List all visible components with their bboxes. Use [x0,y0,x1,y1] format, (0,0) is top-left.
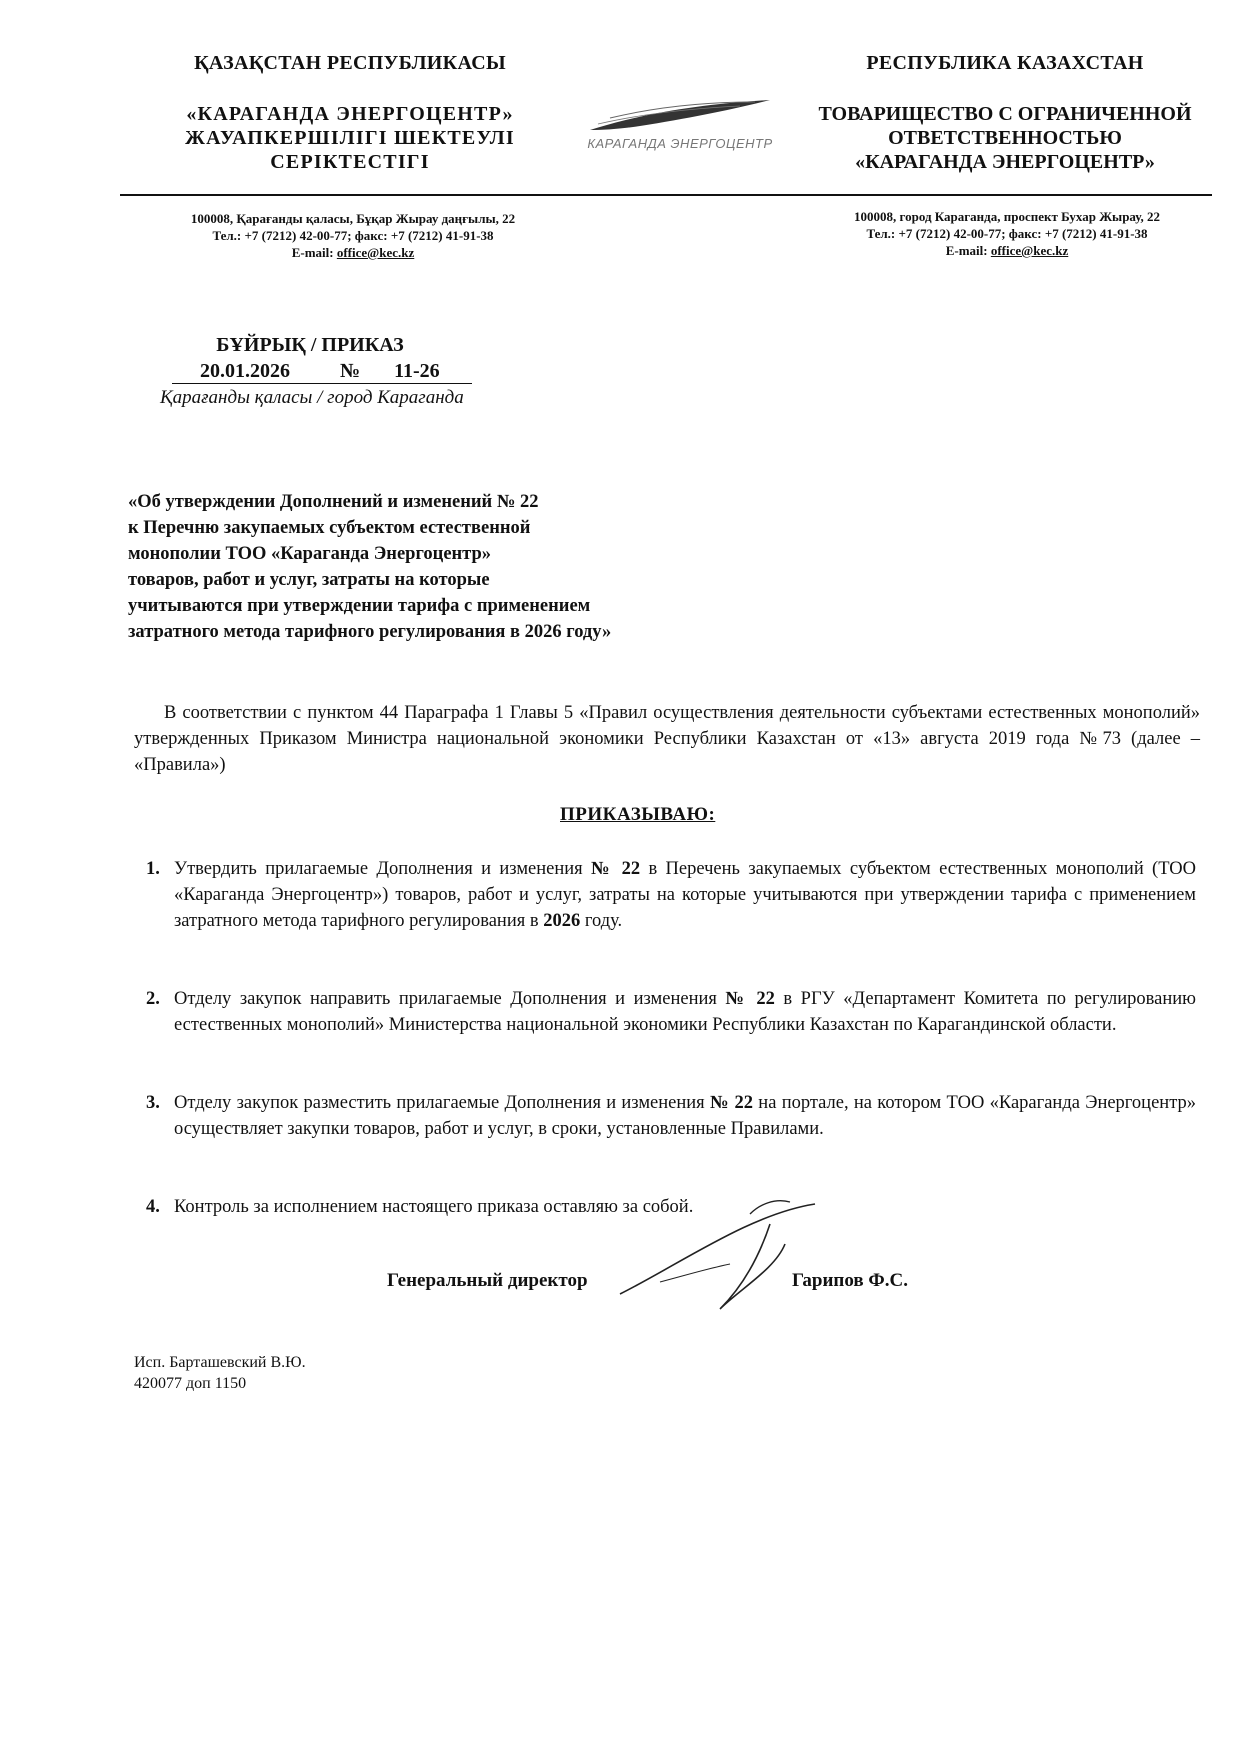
item-number: 1. [146,859,160,879]
email-ru-link[interactable]: office@kec.kz [990,243,1069,258]
org-kz-line3: СЕРІКТЕСТІГІ [270,151,430,173]
address-ru-line1: 100008, город Караганда, проспект Бухар Жырау, 22 [854,209,1160,224]
org-ru-line1: ТОВАРИЩЕСТВО С ОГРАНИЧЕННОЙ [818,103,1192,125]
order-number-label: № [314,360,372,384]
executor-phone: 420077 доп 1150 [134,1375,247,1392]
order-subject [128,489,748,645]
email-ru-row [792,242,1222,259]
header-left [120,52,580,174]
order-date: 20.01.2026 [172,360,314,384]
org-kz-line2: ЖАУАПКЕРШІЛІГІ ШЕКТЕУЛІ [185,127,515,149]
logo-text: КАРАГАНДА ЭНЕРГОЦЕНТР [587,136,773,151]
order-item-3 [146,1090,1196,1142]
email-kz-link[interactable]: office@kec.kz [336,245,415,260]
header-divider [120,194,1212,196]
item-number: 4. [146,1197,160,1217]
order-item-1 [146,856,1196,934]
company-logo [580,96,780,171]
phone-kz: Тел.: +7 (7212) 42-00-77; факс: +7 (7212) 41-91-38 [212,228,494,243]
email-ru-label: E-mail: [945,243,991,258]
order-item-2 [146,986,1196,1038]
handwritten-signature [600,1184,840,1314]
order-number: 11-26 [372,360,472,384]
subject-line: «Об утверждении Дополнений и изменений № 22 [128,492,539,512]
org-name-kz [120,102,580,174]
signatory-name: Гарипов Ф.С. [792,1270,908,1291]
executor-name: Исп. Барташевский В.Ю. [134,1354,306,1371]
subject-line: учитываются при утверждении тарифа с применением [128,596,591,616]
order-place: Қарағанды қаласы / город Караганда [160,387,464,408]
executor-info [134,1352,306,1394]
logo-swoosh-icon [580,96,780,171]
subject-line: затратного метода тарифного регулирования в 2026 году» [128,622,612,642]
org-ru-line2: ОТВЕТСТВЕННОСТЬЮ [888,127,1122,149]
org-name-ru [790,102,1220,174]
item-text: Отделу закупок разместить прилагаемые Дополнения и изменения № 22 на портале, на котором ТОО «Караганда Энергоцентр» осуществляет закупки товаров, работ и услуг, в сроки, установленные Правилами. [174,1093,1197,1139]
email-kz-row [118,244,588,261]
signatory-position: Генеральный директор [387,1270,588,1291]
item-text: Контроль за исполнением настоящего приказа оставляю за собой. [174,1197,694,1217]
org-kz-line1: «КАРАГАНДА ЭНЕРГОЦЕНТР» [186,103,514,125]
subject-line: монополии ТОО «Караганда Энергоцентр» [128,544,492,564]
address-kz-line1: 100008, Қарағанды қаласы, Бұқар Жырау даңғылы, 22 [190,211,516,226]
item-text: Отделу закупок направить прилагаемые Дополнения и изменения № 22 в РГУ «Департамент Комитета по регулированию естественных монополий» Министерства национальной экономики Республики Казахстан по Карагандинской области. [174,989,1196,1035]
item-number: 2. [146,989,160,1009]
item-number: 3. [146,1093,160,1113]
header-right [790,52,1220,174]
country-kz: ҚАЗАҚСТАН РЕСПУБЛИКАСЫ [194,52,506,74]
item-text: Утвердить прилагаемые Дополнения и изменения № 22 в Перечень закупаемых субъектом естественных монополий (ТОО «Караганда Энергоцентр») товаров, работ и услуг, затраты на которые учитываются при утверждении тарифа с применением затратного метода тарифного регулирования в 2026 году. [174,859,1196,931]
country-ru: РЕСПУБЛИКА КАЗАХСТАН [866,52,1144,74]
phone-ru: Тел.: +7 (7212) 42-00-77; факс: +7 (7212) 41-91-38 [866,226,1148,241]
decree-heading: ПРИКАЗЫВАЮ: [560,804,716,825]
subject-line: к Перечню закупаемых субъектом естественной [128,518,531,538]
org-ru-line3: «КАРАГАНДА ЭНЕРГОЦЕНТР» [855,151,1155,173]
address-ru [792,208,1222,259]
order-date-number [172,360,472,384]
preamble: В соответствии с пунктом 44 Параграфа 1 Главы 5 «Правил осуществления деятельности субъектами естественных монополий» утвержденных Приказом Министра национальной экономики Республики Казахстан от «13» августа 2019 года №73 (далее – «Правила») [134,703,1200,775]
email-kz-label: E-mail: [291,245,337,260]
subject-line: товаров, работ и услуг, затраты на которые [128,570,490,590]
address-kz [118,210,588,261]
order-title: БҰЙРЫҚ / ПРИКАЗ [216,334,404,356]
